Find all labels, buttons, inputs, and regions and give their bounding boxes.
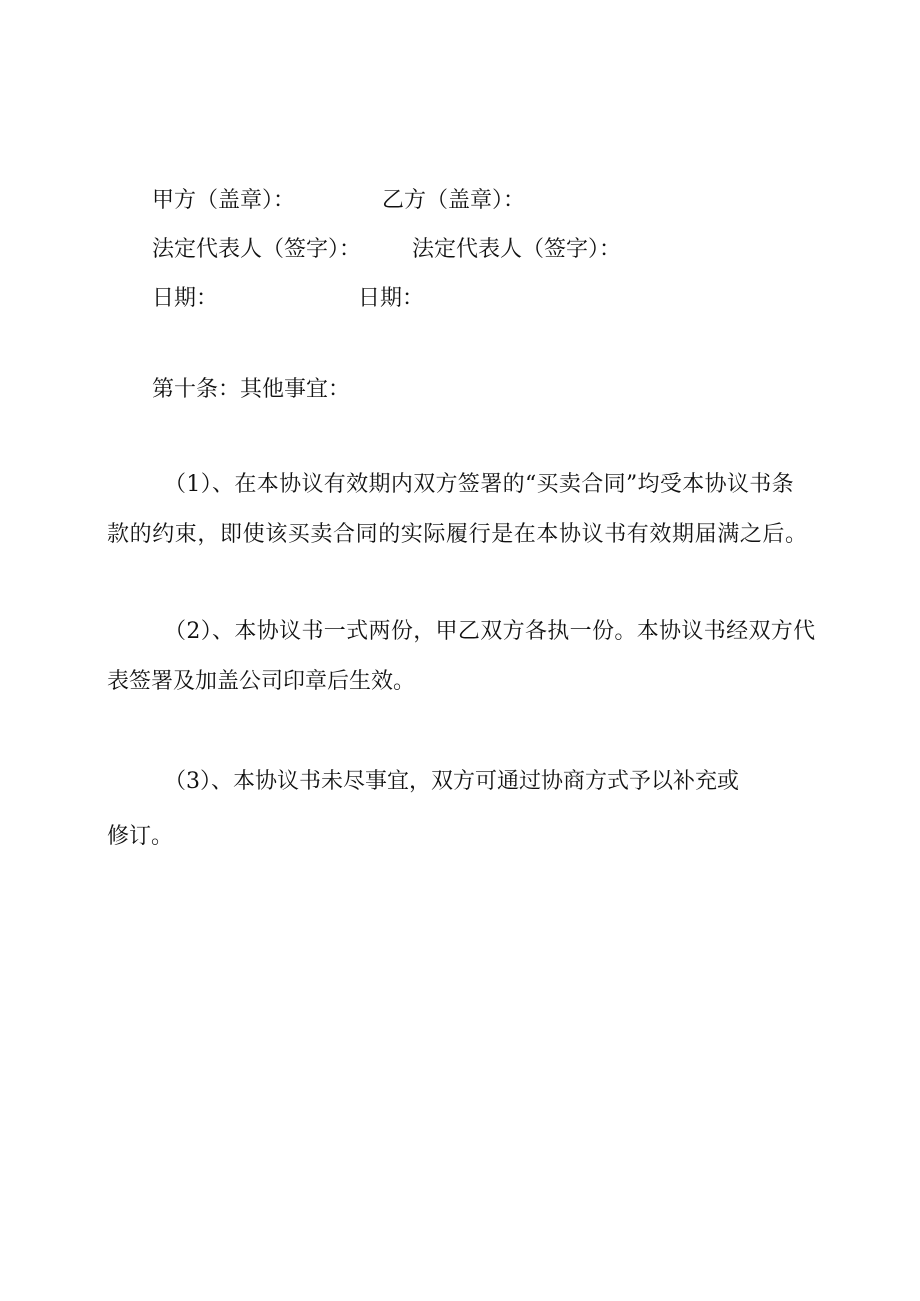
clause-2-line-2: 表签署及加盖公司印章后生效。 [107, 669, 416, 694]
party-b-seal-label: 乙方（盖章）： [382, 188, 526, 213]
party-b-representative-label: 法定代表人（签字）： [412, 237, 622, 262]
clause-1-line-1: （1）、在本协议有效期内双方签署的“买卖合同”均受本协议书条 [164, 472, 794, 497]
clause-2-line-1: （2）、本协议书一式两份，甲乙双方各执一份。本协议书经双方代 [164, 619, 816, 644]
party-a-representative-label: 法定代表人（签字）： [152, 237, 362, 262]
clause-3-line-2: 修订。 [107, 824, 174, 849]
party-a-seal-label: 甲方（盖章）： [152, 188, 296, 213]
party-b-date-label: 日期： [358, 286, 425, 311]
article-heading: 第十条：其他事宜： [152, 377, 351, 402]
clause-1-line-2: 款的约束，即使该买卖合同的实际履行是在本协议书有效期届满之后。 [107, 522, 808, 547]
party-a-date-label: 日期： [152, 286, 219, 311]
clause-3-line-1: （3）、本协议书未尽事宜，双方可通过协商方式予以补充或 [164, 769, 739, 794]
